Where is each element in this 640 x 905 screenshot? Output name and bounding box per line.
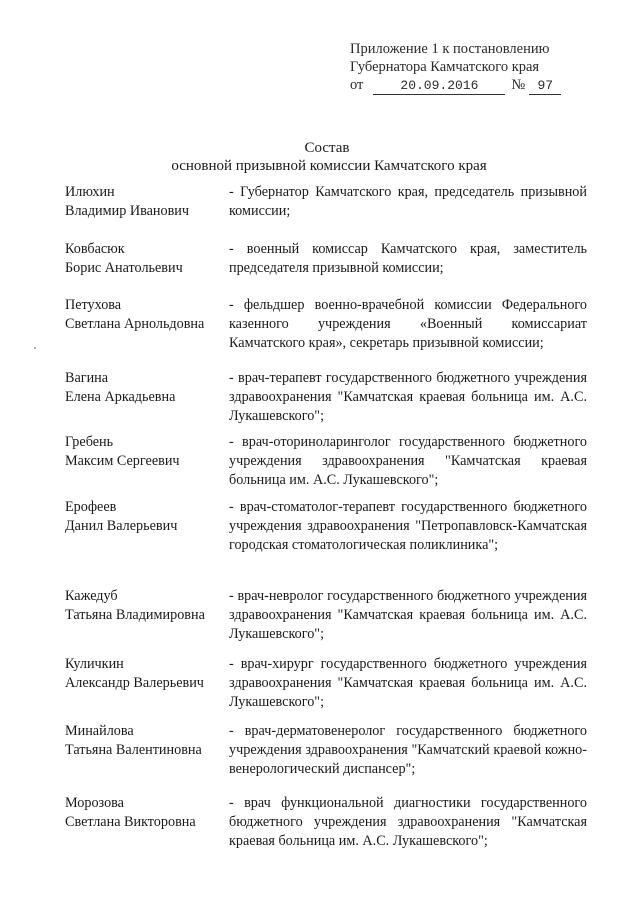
member-given-name: Татьяна Владимировна <box>65 607 205 623</box>
member-surname: Кажедуб <box>65 588 118 604</box>
member-surname: Морозова <box>65 795 124 811</box>
member-surname: Куличкин <box>65 656 124 672</box>
member-role: - военный комиссар Камчатского края, заместитель председателя призывной комиссии; <box>229 241 587 276</box>
member-name <box>65 433 225 471</box>
margin-dot <box>34 347 36 349</box>
member-role: - Губернатор Камчатского края, председатель призывной комиссии; <box>229 184 587 219</box>
member-name <box>65 369 225 407</box>
member-role: - врач-хирург государственного бюджетного учреждения здравоохранения "Камчатская краевая больница им. А.С. Лукашевского"; <box>229 656 587 710</box>
member-role: - врач-терапевт государственного бюджетного учреждения здравоохранения "Камчатская краевая больница им. А.С. Лукашевского"; <box>229 370 587 424</box>
appendix-date-number <box>350 76 561 95</box>
member-name <box>65 655 225 693</box>
document-title <box>0 139 640 175</box>
member-given-name: Татьяна Валентиновна <box>65 742 202 758</box>
member-given-name: Елена Аркадьевна <box>65 389 176 405</box>
appendix-line-1: Приложение 1 к постановлению <box>350 41 550 57</box>
decree-date: 20.09.2016 <box>373 78 505 95</box>
member-role: - врач-оториноларинголог государственного бюджетного учреждения здравоохранения "Камчатская краевая больница им. А.С. Лукашевского"; <box>229 434 587 488</box>
member-name <box>65 240 225 278</box>
member-given-name: Борис Анатольевич <box>65 260 183 276</box>
member-given-name: Владимир Иванович <box>65 203 190 219</box>
member-given-name: Светлана Арнольдовна <box>65 316 205 332</box>
member-name <box>65 722 225 760</box>
member-given-name: Максим Сергеевич <box>65 453 180 469</box>
member-given-name: Александр Валерьевич <box>65 675 204 691</box>
member-surname: Илюхин <box>65 184 115 200</box>
member-role: - фельдшер военно-врачебной комиссии Федерального казенного учреждения «Военный комиссариат Камчатского края», секретарь призывной комиссии; <box>229 297 587 351</box>
number-label: № <box>511 77 526 93</box>
member-name <box>65 794 225 832</box>
member-name <box>65 183 225 221</box>
member-surname: Гребень <box>65 434 114 450</box>
appendix-header <box>350 40 561 95</box>
decree-number: 97 <box>529 78 561 95</box>
member-surname: Петухова <box>65 297 122 313</box>
member-name <box>65 498 225 536</box>
appendix-line-2: Губернатора Камчатского края <box>350 59 540 75</box>
member-role: - врач-невролог государственного бюджетного учреждения здравоохранения "Камчатская краевая больница им. А.С. Лукашевского"; <box>229 588 587 642</box>
member-surname: Вагина <box>65 370 109 386</box>
member-role: - врач-дерматовенеролог государственного бюджетного учреждения здравоохранения "Камчатский краевой кожно-венерологический диспансер"; <box>229 723 587 777</box>
member-role: - врач функциональной диагностики государственного бюджетного учреждения здравоохранения "Камчатская краевая больница им. А.С. Лукашевского"; <box>229 795 587 849</box>
member-given-name: Данил Валерьевич <box>65 518 178 534</box>
member-name <box>65 587 225 625</box>
member-given-name: Светлана Викторовна <box>65 814 196 830</box>
member-role: - врач-стоматолог-терапевт государственного бюджетного учреждения здравоохранения "Петропавловск-Камчатская городская стоматологическая поликлиника"; <box>229 499 587 553</box>
member-surname: Ковбасюк <box>65 241 125 257</box>
member-surname: Минайлова <box>65 723 134 739</box>
member-name <box>65 296 225 334</box>
title-line-2: основной призывной комиссии Камчатского края <box>171 158 487 174</box>
from-label: от <box>350 77 364 93</box>
title-line-1: Состав <box>304 140 350 156</box>
member-surname: Ерофеев <box>65 499 117 515</box>
